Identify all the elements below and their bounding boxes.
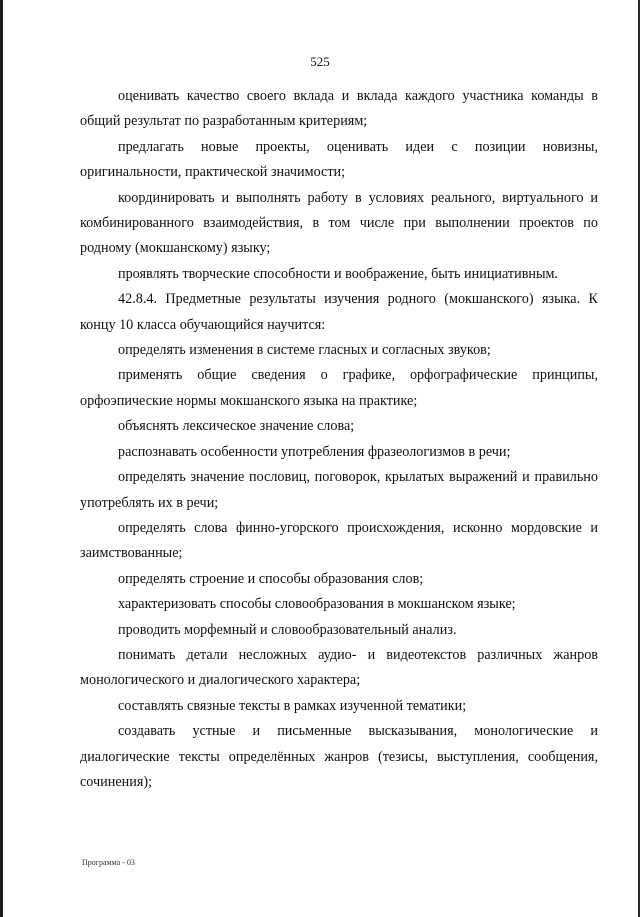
paragraph: определять строение и способы образования слов;: [118, 570, 424, 587]
page-number: 525: [310, 54, 330, 69]
paragraph: создавать устные и письменные высказывания, монологические и диалогические тексты определённых жанров (тезисы, выступления, сообщения, сочинения);: [80, 723, 598, 790]
paragraph: объяснять лексическое значение слова;: [118, 418, 355, 435]
footer-text: Программа - 03: [82, 858, 135, 867]
paragraph: характеризовать способы словообразования в мокшанском языке;: [118, 596, 516, 613]
paragraph: проявлять творческие способности и воображение, быть инициативным.: [118, 265, 559, 282]
paragraph: понимать детали несложных аудио- и видеотекстов различных жанров монологического и диалогического характера;: [80, 646, 598, 689]
paragraph: применять общие сведения о графике, орфографические принципы, орфоэпические нормы мокшанского языка на практике;: [80, 367, 598, 409]
paragraph: определять значение пословиц, поговорок, крылатых выражений и правильно употреблять их в речи;: [80, 469, 598, 511]
paragraph: предлагать новые проекты, оценивать идеи с позиции новизны, оригинальности, практической значимости;: [80, 138, 598, 181]
paragraph: определять изменения в системе гласных и согласных звуков;: [118, 342, 491, 359]
paragraph: составлять связные тексты в рамках изученной тематики;: [118, 697, 467, 714]
section-heading-paragraph: 42.8.4. Предметные результаты изучения родного (мокшанского) языка. К концу 10 класса обучающийся научится:: [80, 291, 598, 333]
paragraph: координировать и выполнять работу в условиях реального, виртуального и комбинированного взаимодействия, в том числе при выполнении проектов по родному (мокшанскому) языку;: [80, 189, 598, 257]
paragraph: определять слова финно-угорского происхождения, исконно мордовские и заимствованные;: [80, 519, 598, 562]
document-body: [80, 84, 598, 795]
paragraph: оценивать качество своего вклада и вклада каждого участника команды в общий результат по разработанным критериям;: [80, 88, 598, 130]
paragraph: проводить морфемный и словообразовательный анализ.: [118, 621, 457, 638]
paragraph: распознавать особенности употребления фразеологизмов в речи;: [118, 443, 511, 460]
